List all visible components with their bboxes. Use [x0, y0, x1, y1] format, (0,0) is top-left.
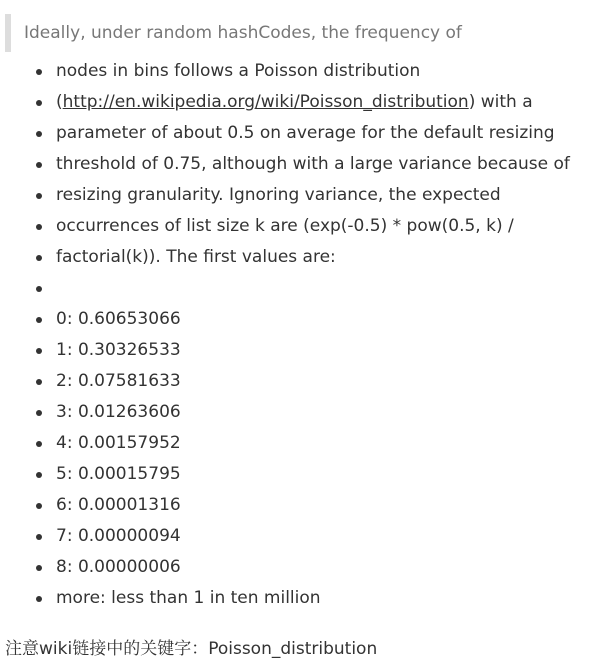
list-item-text: resizing granularity. Ignoring variance, the expected [56, 185, 501, 205]
list-item [0, 397, 601, 428]
list-item [0, 118, 601, 149]
bullet-dot-icon [36, 100, 42, 106]
bullet-dot-icon [36, 317, 42, 323]
bullet-dot-icon [36, 379, 42, 385]
list-item-empty [0, 273, 601, 304]
list-item-text: parameter of about 0.5 on average for the default resizing [56, 123, 555, 143]
list-item-text: 0: 0.60653066 [56, 309, 181, 329]
list-item-text: 3: 0.01263606 [56, 402, 181, 422]
bullet-list [0, 56, 601, 614]
list-item-text-pre: ( [56, 92, 63, 112]
bullet-dot-icon [36, 472, 42, 478]
bullet-dot-icon [36, 503, 42, 509]
list-item [0, 366, 601, 397]
bullet-dot-icon [36, 565, 42, 571]
bullet-dot-icon [36, 162, 42, 168]
list-item-text: 7: 0.00000094 [56, 526, 181, 546]
list-item [0, 490, 601, 521]
list-item-text: 4: 0.00157952 [56, 433, 181, 453]
footer-note: 注意wiki链接中的关键字：Poisson_distribution [5, 639, 378, 659]
bullet-dot-icon [36, 224, 42, 230]
list-item [0, 242, 601, 273]
blockquote [5, 14, 595, 52]
list-item [0, 87, 601, 118]
list-item [0, 149, 601, 180]
list-item-text: occurrences of list size k are (exp(-0.5) * pow(0.5, k) / [56, 216, 514, 236]
list-item-text: 8: 0.00000006 [56, 557, 181, 577]
bullet-dot-icon [36, 69, 42, 75]
list-item-text: 1: 0.30326533 [56, 340, 181, 360]
list-item [0, 335, 601, 366]
bullet-dot-icon [36, 131, 42, 137]
bullet-dot-icon [36, 286, 42, 292]
list-item-text-post: ) with a [468, 92, 533, 112]
list-item-text: factorial(k)). The first values are: [56, 247, 336, 267]
list-item [0, 521, 601, 552]
list-item-text: threshold of 0.75, although with a large variance because of [56, 154, 570, 174]
list-item [0, 459, 601, 490]
poisson-distribution-link[interactable]: http://en.wikipedia.org/wiki/Poisson_distribution [62, 92, 469, 112]
bullet-dot-icon [36, 348, 42, 354]
bullet-dot-icon [36, 255, 42, 261]
bullet-dot-icon [36, 534, 42, 540]
bullet-dot-icon [36, 193, 42, 199]
list-item [0, 180, 601, 211]
blockquote-text: Ideally, under random hashCodes, the frequency of [24, 23, 462, 43]
bullet-dot-icon [36, 410, 42, 416]
list-item-text: 5: 0.00015795 [56, 464, 181, 484]
list-item [0, 56, 601, 87]
bullet-dot-icon [36, 441, 42, 447]
list-item-text: more: less than 1 in ten million [56, 588, 321, 608]
list-item [0, 552, 601, 583]
list-item [0, 428, 601, 459]
list-item [0, 304, 601, 335]
list-item [0, 211, 601, 242]
list-item [0, 583, 601, 614]
list-item-text: 2: 0.07581633 [56, 371, 181, 391]
list-item-text: 6: 0.00001316 [56, 495, 181, 515]
bullet-dot-icon [36, 596, 42, 602]
list-item-text: nodes in bins follows a Poisson distribution [56, 61, 421, 81]
